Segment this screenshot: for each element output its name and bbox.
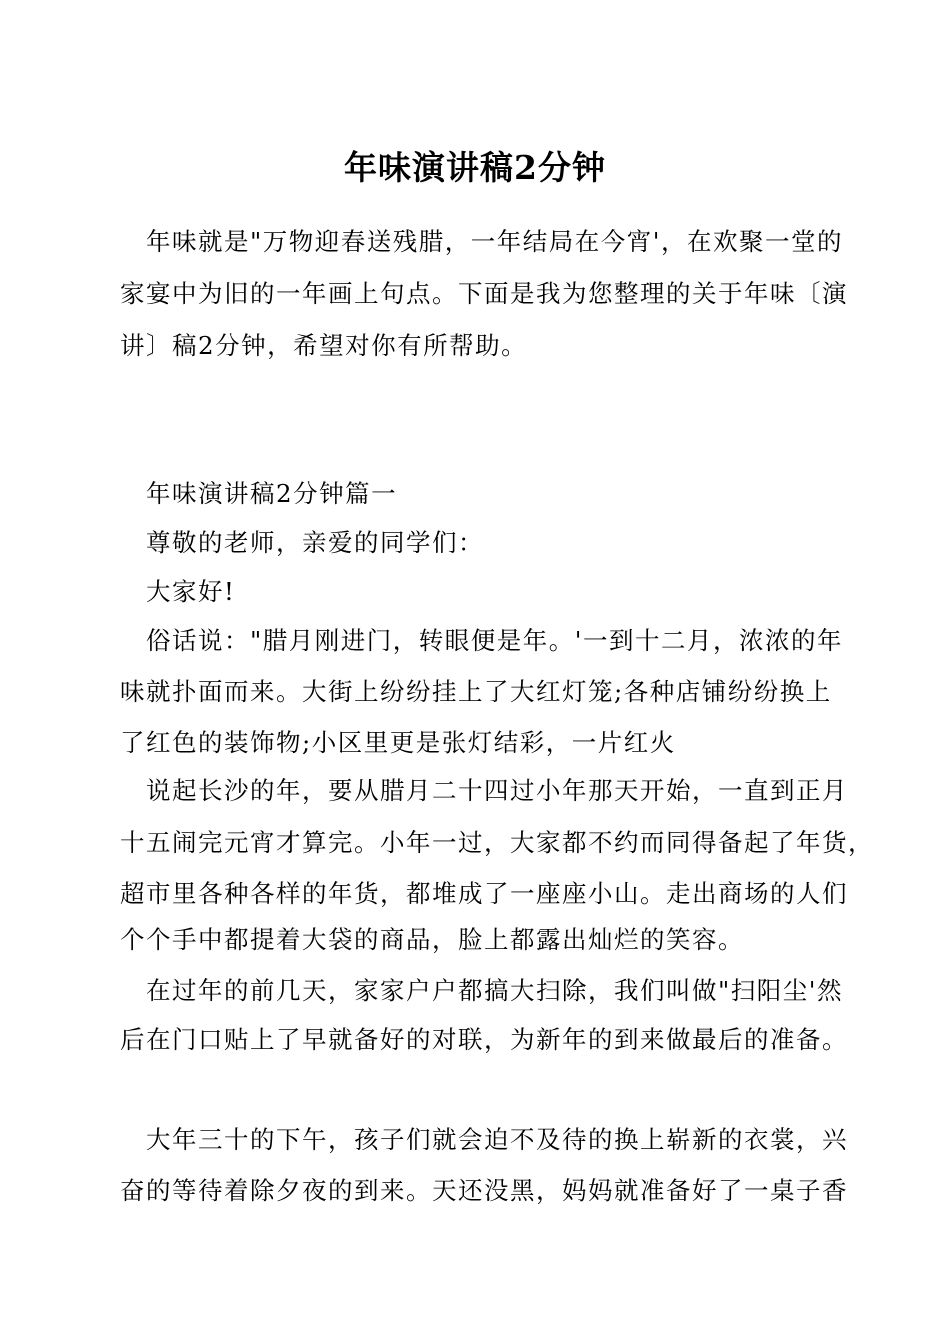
paragraph-line: 十五闹完元宵才算完。小年一过，大家都不约而同得备起了年货， [120,828,874,857]
paragraph-line: 味就扑面而来。大街上纷纷挂上了大红灯笼;各种店铺纷纷换上 [120,677,832,706]
paragraph-line: 说起长沙的年，要从腊月二十四过小年那天开始，一直到正月 [146,776,848,805]
greeting: 尊敬的老师，亲爱的同学们： [146,528,484,557]
paragraph-line: 后在门口贴上了早就备好的对联，为新年的到来做最后的准备。 [120,1025,848,1054]
paragraph-line: 个个手中都提着大袋的商品，脸上都露出灿烂的笑容。 [120,925,744,954]
intro-line: 讲〕稿2分钟，希望对你有所帮助。 [120,331,528,360]
paragraph-line: 超市里各种各样的年货，都堆成了一座座小山。走出商场的人们 [120,879,848,908]
paragraph-line: 大年三十的下午，孩子们就会迫不及待的换上崭新的衣裳，兴 [146,1125,848,1154]
document-title: 年味演讲稿2分钟 [344,148,606,187]
paragraph-line: 俗话说："腊月刚进门，转眼便是年。'一到十二月，浓浓的年 [146,626,844,655]
intro-line: 家宴中为旧的一年画上句点。下面是我为您整理的关于年味〔演 [120,279,848,308]
paragraph-line: 在过年的前几天，家家户户都搞大扫除，我们叫做"扫阳尘'然 [146,976,844,1005]
section-heading: 年味演讲稿2分钟篇一 [146,479,398,508]
salutation: 大家好! [146,577,236,606]
paragraph-line: 了红色的装饰物;小区里更是张灯结彩，一片红火 [120,728,676,757]
intro-line: 年味就是"万物迎春送残腊，一年结局在今宵'，在欢聚一堂的 [146,227,844,256]
paragraph-line: 奋的等待着除夕夜的到来。天还没黑，妈妈就准备好了一桌子香 [120,1176,848,1205]
